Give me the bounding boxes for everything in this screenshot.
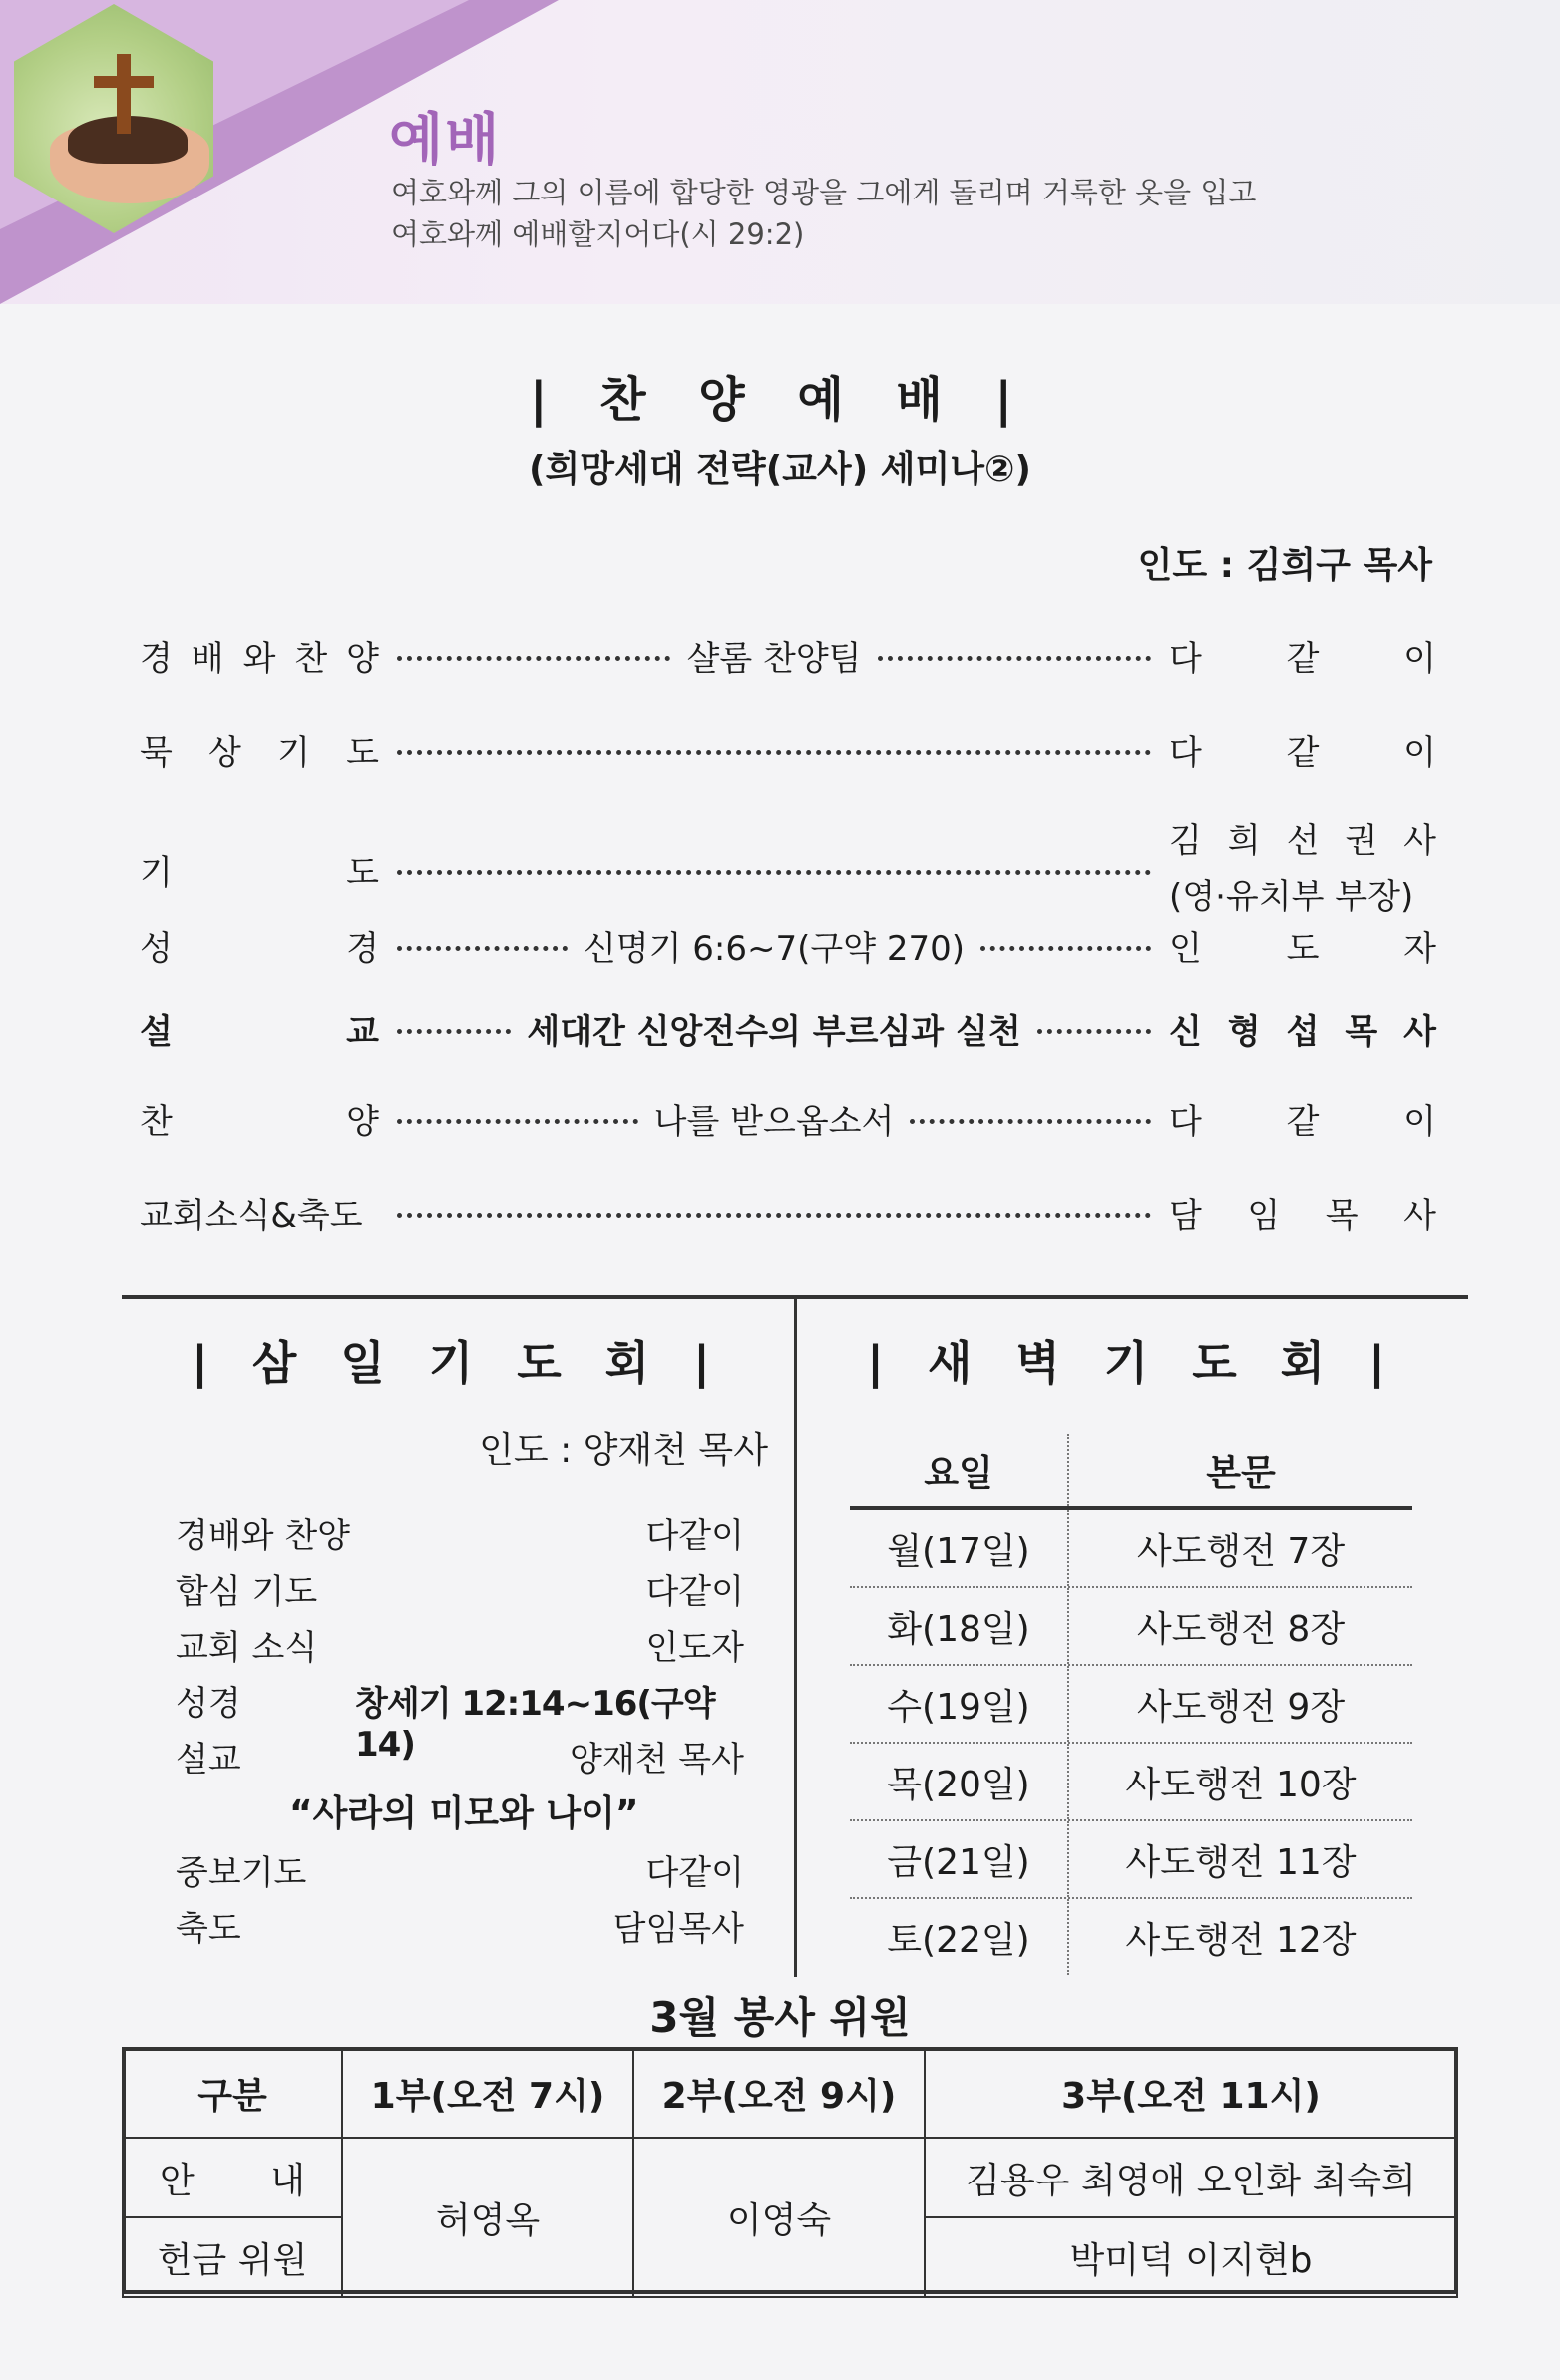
volunteers-table [122,2047,1458,2298]
header-verse [391,172,1256,255]
order-right: 인 도 자 [1169,928,1436,969]
volunteers-service3-guide: 김용우 최영애 오인화 최숙희 [925,2138,1457,2217]
verse-line-1: 여호와께 그의 이름에 합당한 영광을 그에게 돌리며 거룩한 옷을 입고 [391,176,1257,209]
dawn-table [850,1434,1412,1975]
wednesday-item-right: 인도자 [645,1628,744,1668]
dawn-row [850,1666,1412,1744]
dawn-header-text: 본문 [1206,1452,1276,1494]
order-row [140,620,1436,690]
volunteers-service1-names: 허영옥 [342,2138,633,2297]
wednesday-item [176,1564,744,1620]
column-divider [794,1299,797,1977]
volunteers-header-service2: 2부(오전 9시) [633,2048,925,2138]
dawn-passage: 사도행전 9장 [1136,1686,1346,1728]
wednesday-item-label: 설교 [176,1740,241,1780]
volunteers-header-service1: 1부(오전 7시) [342,2048,633,2138]
worship-leader: 인도 : 김희구 목사 [1137,545,1432,586]
order-label: 찬 양 [140,1101,379,1142]
dawn-passage: 사도행전 11장 [1125,1841,1357,1883]
dawn-passage: 사도행전 7장 [1136,1530,1346,1572]
wednesday-sermon-title: “사라의 미모와 나이” [289,1793,639,1834]
dawn-day: 수(19일) [850,1666,1069,1742]
order-row [140,993,1436,1063]
volunteers-title: 3월 봉사 위원 [649,1993,911,2042]
wednesday-item-right: 다같이 [645,1516,744,1556]
dawn-day: 목(20일) [850,1744,1069,1819]
wednesday-scripture: 창세기 12:14~16(구약 14) [355,1684,715,1765]
dawn-row [850,1744,1412,1821]
order-row [140,1083,1436,1153]
guide-label-text: 안 내 [160,2160,305,2201]
order-right: 다 같 이 [1169,638,1436,679]
worship-title: | 찬 양 예 배 | [529,372,1031,428]
dawn-row [850,1588,1412,1666]
wednesday-item-right: 다같이 [645,1572,744,1612]
wednesday-leader: 인도 : 양재천 목사 [479,1430,768,1471]
volunteers-row-offering-label: 헌금 위원 [123,2217,342,2297]
header-title: 예배 [389,108,502,173]
order-right: 다 같 이 [1169,1101,1436,1142]
dawn-row [850,1821,1412,1899]
dawn-day: 월(17일) [850,1510,1069,1586]
order-label: 성 경 [140,928,379,969]
dawn-row [850,1899,1412,1975]
dawn-table-header [850,1434,1412,1510]
order-label: 기 도 [140,852,379,893]
volunteers-service3-offering: 박미덕 이지현b [925,2217,1457,2297]
wednesday-item-label: 축도 [176,1909,241,1949]
wednesday-item-label: 중보기도 [176,1853,307,1893]
order-row [140,714,1436,784]
dawn-title: | 새 벽 기 도 회 | [867,1336,1399,1389]
order-label: 경 배 와 찬 양 [140,638,379,679]
header-banner [0,0,1560,304]
wednesday-item [176,1620,744,1676]
order-label: 교회소식&축도 [140,1195,363,1236]
order-row [140,814,1436,924]
wednesday-item-label: 경배와 찬양 [176,1516,351,1556]
wednesday-item-right: 양재천 목사 [569,1740,744,1780]
wednesday-item-label: 성경 [176,1684,241,1724]
volunteers-header-service3: 3부(오전 11시) [925,2048,1457,2138]
dawn-passage: 사도행전 12장 [1125,1919,1357,1961]
dawn-day: 금(21일) [850,1821,1069,1897]
order-right-line1: 김 희 선 권 사 [1169,821,1436,861]
order-middle: 나를 받으옵소서 [653,1101,895,1142]
order-right: 신 형 섭 목 사 [1169,1011,1436,1052]
dawn-passage: 사도행전 8장 [1136,1608,1346,1650]
order-label: 설 교 [140,1011,379,1052]
wednesday-item-right: 담임목사 [612,1909,744,1949]
wednesday-title: | 삼 일 기 도 회 | [192,1336,724,1389]
order-right: 담 임 목 사 [1169,1195,1436,1236]
wednesday-item [176,1732,744,1787]
order-right: 다 같 이 [1169,732,1436,773]
wednesday-item [176,1901,744,1957]
order-middle: 신명기 6:6~7(구약 270) [583,928,966,969]
dawn-header-day: 요일 [850,1434,1069,1506]
order-row [140,1177,1436,1247]
dawn-day: 화(18일) [850,1588,1069,1664]
volunteers-service2-names: 이영숙 [633,2138,925,2297]
wednesday-item [176,1845,744,1901]
wednesday-item-right: 다같이 [645,1853,744,1893]
worship-subtitle: (희망세대 전략(교사) 세미나②) [529,449,1031,490]
wednesday-item-label: 합심 기도 [176,1572,318,1612]
wednesday-item [176,1508,744,1564]
volunteers-row-guide-label [123,2138,342,2217]
order-label: 묵 상 기 도 [140,732,379,773]
order-middle: 세대간 신앙전수의 부르심과 실천 [527,1011,1021,1052]
order-right-multi [1169,813,1436,925]
verse-line-2: 여호와께 예배할지어다(시 29:2) [391,217,805,251]
dawn-passage: 사도행전 10장 [1125,1764,1357,1805]
wednesday-item-label: 교회 소식 [176,1628,318,1668]
order-right-line2: (영·유치부 부장) [1169,877,1414,917]
dawn-day: 토(22일) [850,1899,1069,1975]
volunteers-header-category: 구분 [123,2048,342,2138]
order-row [140,910,1436,980]
order-middle: 샬롬 찬양팀 [686,638,862,679]
dawn-row [850,1510,1412,1588]
